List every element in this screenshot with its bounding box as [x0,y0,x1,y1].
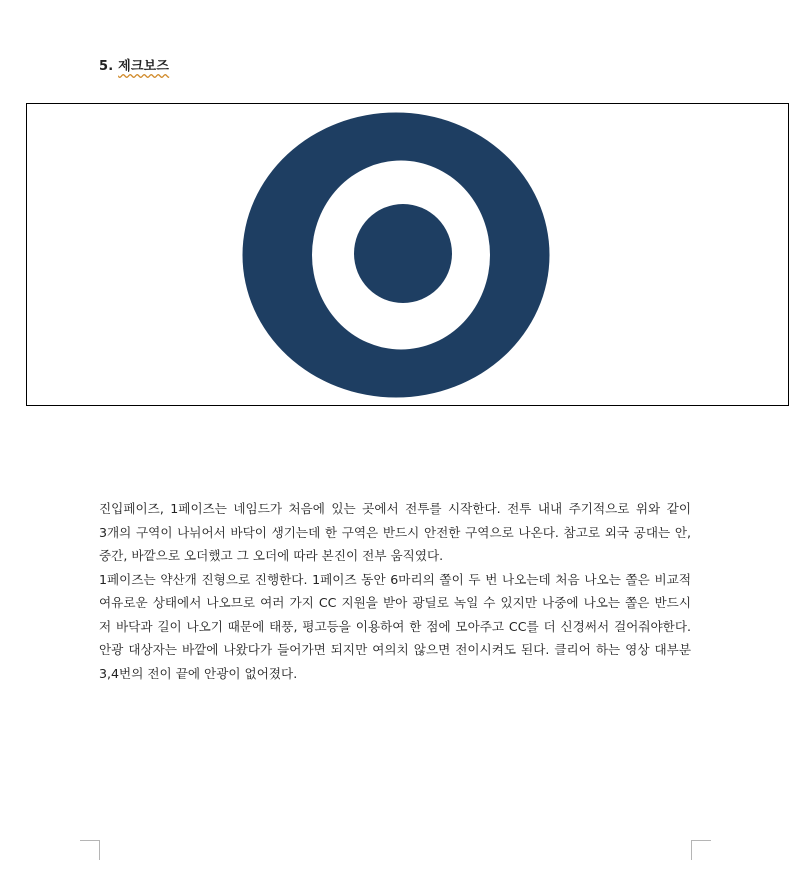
section-heading [99,55,169,74]
document-body [99,497,691,685]
section-number: 5. [99,59,114,74]
zone-diagram [26,103,789,406]
paragraph-intro-phase: 진입페이즈, 1페이즈는 네임드가 처음에 있는 곳에서 전투를 시작한다. 전투 내내 주기적으로 위와 같이 3개의 구역이 나뉘어서 바닥이 생기는데 한 구역은 반드시 안전한 구역으로 나온다. 참고로 외국 공대는 안, 중간, 바깥으로 오더했고 그 오더에 따라 본진이 전부 움직였다. [99,501,691,563]
page-corner-mark-left [80,840,100,860]
section-title: 제크보즈 [118,59,170,74]
inner-zone [354,204,452,303]
concentric-zones-graphic [27,104,788,405]
paragraph-phase-one: 1페이즈는 약산개 진형으로 진행한다. 1페이즈 동안 6마리의 쫄이 두 번 나오는데 처음 나오는 쫄은 비교적 여유로운 상태에서 나오므로 여러 가지 CC 지원을 받아 광딜로 녹일 수 있지만 나중에 나오는 쫄은 반드시 저 바닥과 길이 나오기 때문에 태풍, 평고등을 이용하여 한 점에 모아주고 CC를 더 신경써서 걸어줘야한다. 안광 대상자는 바깥에 나왔다가 들어가면 되지만 여의치 않으면 전이시켜도 된다. 클리어 하는 영상 대부분 3,4번의 전이 끝에 안광이 없어졌다. [99,571,691,681]
page-corner-mark-right [691,840,711,860]
